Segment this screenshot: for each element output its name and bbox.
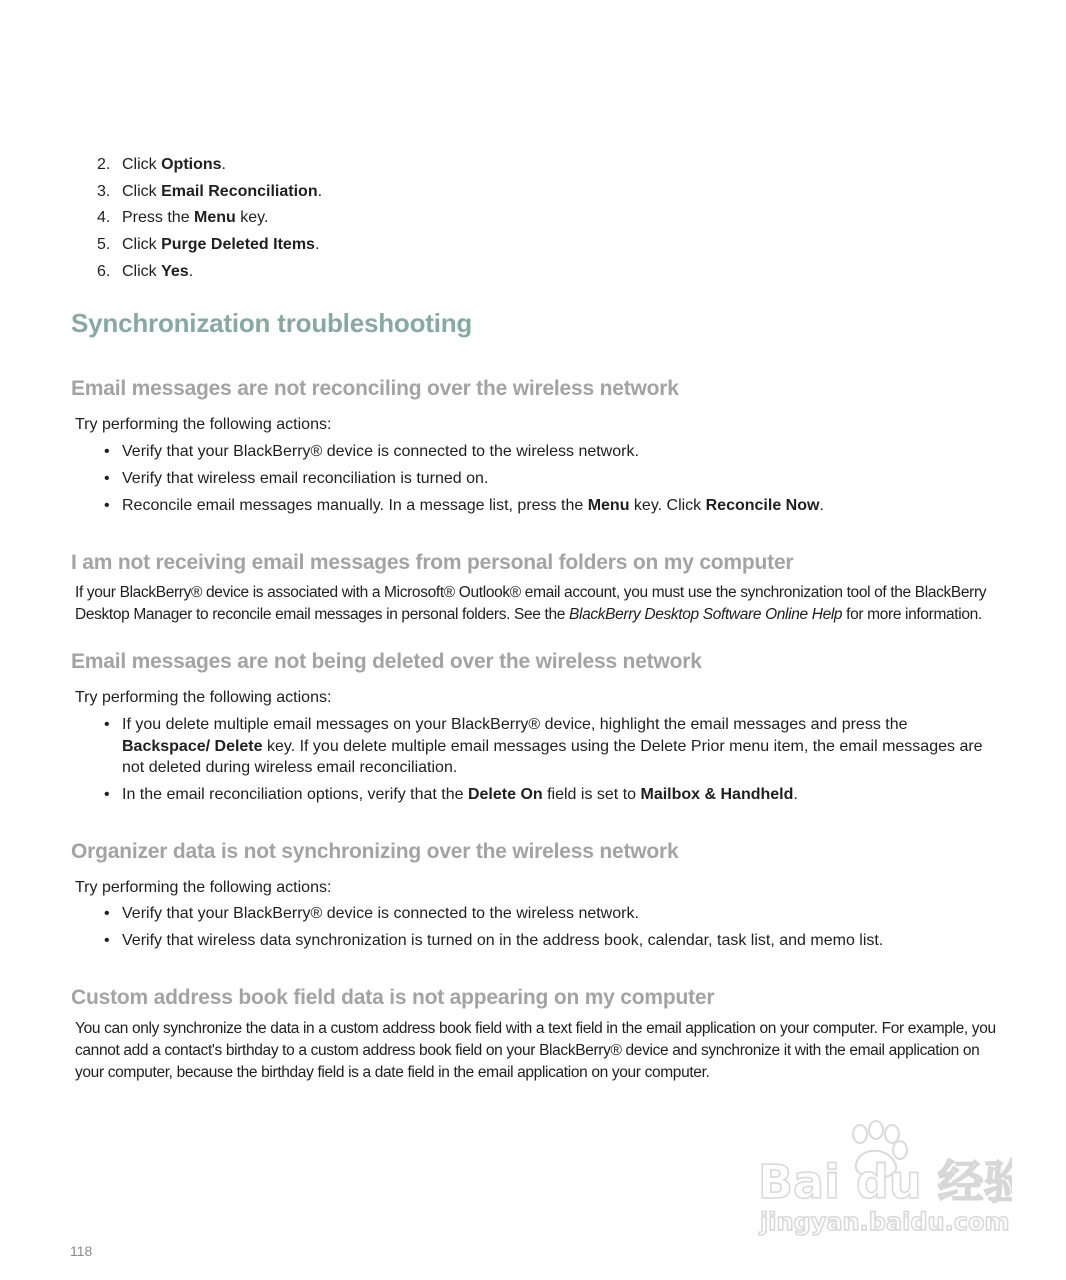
list-item: • Verify that your BlackBerry® device is connected to the wireless network. (104, 903, 994, 925)
list-item: • In the email reconciliation options, verify that the Delete On field is set to Mailbox & Handheld. (104, 784, 994, 806)
list-item: • Verify that your BlackBerry® device is connected to the wireless network. (104, 441, 994, 463)
bullet-list (104, 714, 994, 811)
section-title: Synchronization troubleshooting (71, 308, 473, 338)
heading-not-reconciling: Email messages are not reconciling over the wireless network (71, 377, 679, 400)
intro-text: Try performing the following actions: (75, 416, 332, 433)
step-item: 3. Click Email Reconciliation. (97, 182, 323, 200)
intro-text: Try performing the following actions: (75, 689, 332, 706)
list-item: • Verify that wireless data synchronization is turned on in the address book, calendar, task list, and memo list. (104, 930, 994, 952)
step-item: 2. Click Options. (97, 156, 226, 173)
heading-custom-field: Custom address book field data is not appearing on my computer (71, 986, 715, 1009)
paragraph: You can only synchronize the data in a custom address book field with a text field in the email application on your computer. For example, you cannot add a contact's birthday to a custom address book field on your BlackBerry® device and synchronize it with the email application on your computer, because the birthday field is a date field in the email application on your computer. (75, 1020, 996, 1081)
svg-text:Bai du 经验: Bai du 经验 (758, 1155, 1012, 1209)
paragraph: If your BlackBerry® device is associated with a Microsoft® Outlook® email account, you must use the synchronization tool of the BlackBerry Desktop Manager to reconcile email messages in personal folders. See the BlackBerry Desktop Software Online Help for more information. (75, 584, 987, 623)
paw-icon (752, 1120, 1012, 1240)
bullet-list (104, 441, 994, 522)
bullet-list (104, 903, 994, 957)
list-item: • If you delete multiple email messages on your BlackBerry® device, highlight the email messages and press the Backspace/ Delete key. If you delete multiple email messages using the Delete Prior menu item, the email messages are not deleted during wireless email reconciliation. (104, 714, 994, 779)
step-item: 5. Click Purge Deleted Items. (97, 236, 320, 254)
procedure-steps (97, 152, 322, 286)
step-item: 4. Press the Menu key. (97, 209, 269, 227)
list-item: • Verify that wireless email reconciliation is turned on. (104, 468, 994, 490)
baidu-watermark (752, 1120, 1012, 1240)
intro-text: Try performing the following actions: (75, 879, 332, 896)
heading-not-deleted: Email messages are not being deleted over the wireless network (71, 650, 702, 673)
step-item: 6. Click Yes. (97, 262, 194, 280)
page-number: 118 (70, 1243, 93, 1259)
heading-personal-folders: I am not receiving email messages from personal folders on my computer (71, 551, 794, 574)
heading-organizer-data: Organizer data is not synchronizing over the wireless network (71, 840, 679, 863)
svg-text:jingyan.baidu.com: jingyan.baidu.com (760, 1208, 1010, 1236)
list-item: • Reconcile email messages manually. In a message list, press the Menu key. Click Reconcile Now. (104, 495, 994, 517)
